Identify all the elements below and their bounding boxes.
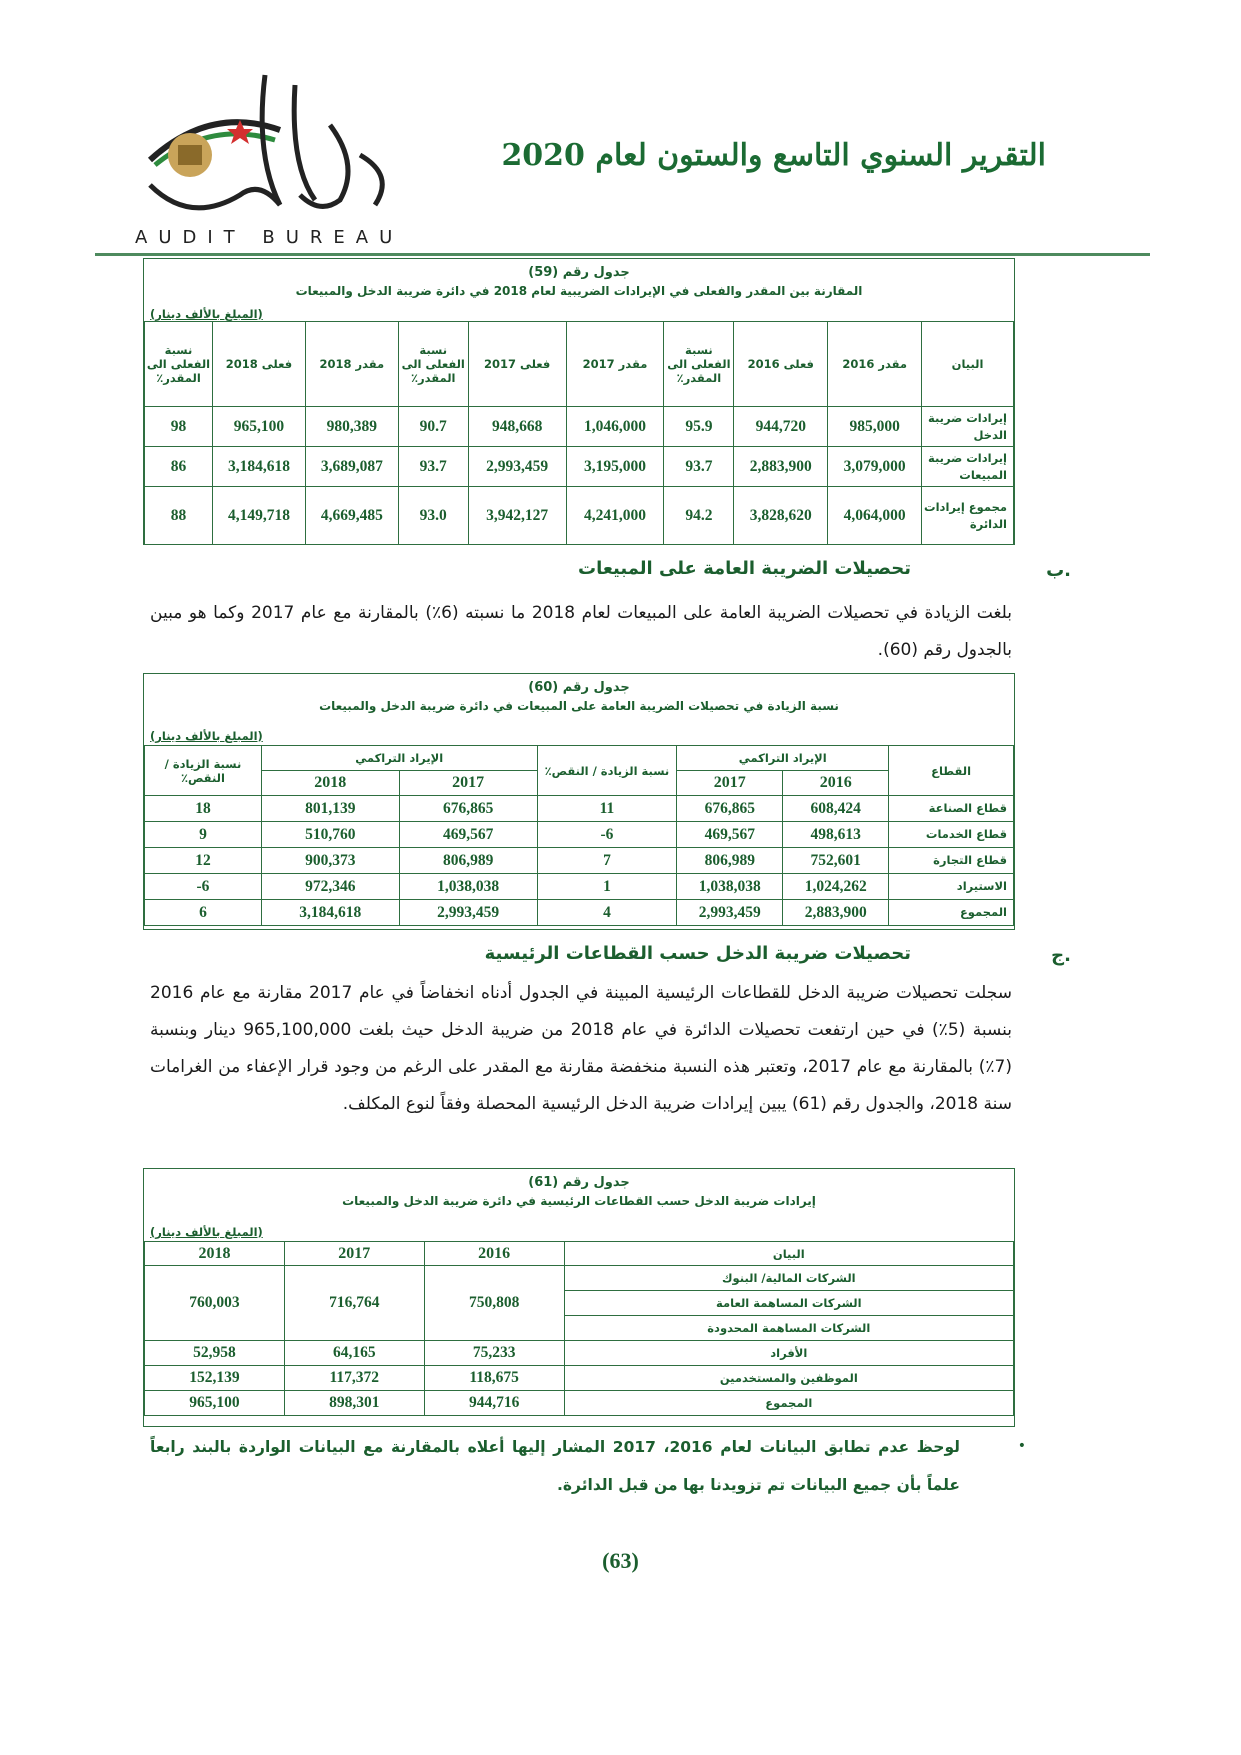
cell: 900,373 bbox=[261, 848, 399, 874]
cell: 2,883,900 bbox=[734, 447, 828, 487]
cell: 18 bbox=[145, 796, 262, 822]
cell: 980,389 bbox=[305, 407, 398, 447]
cell: 972,346 bbox=[261, 874, 399, 900]
cell: 965,100 bbox=[213, 407, 306, 447]
row-label: المجموع bbox=[889, 900, 1014, 926]
table-60 bbox=[143, 673, 1015, 930]
section-b-heading: تحصيلات الضريبة العامة على المبيعات bbox=[578, 558, 911, 579]
cell: 7 bbox=[537, 848, 677, 874]
cell: 498,613 bbox=[783, 822, 889, 848]
cell: 11 bbox=[537, 796, 677, 822]
cell: 64,165 bbox=[284, 1341, 424, 1366]
cell: 6- bbox=[537, 822, 677, 848]
row-label: المجموع bbox=[564, 1391, 1013, 1416]
row-label: الشركات المساهمة المحدودة bbox=[564, 1316, 1013, 1341]
table-row bbox=[145, 1266, 1014, 1291]
table-60-grid bbox=[144, 745, 1014, 926]
table-row-total bbox=[145, 487, 1014, 545]
header-est-2016: مقدر 2016 bbox=[828, 322, 922, 407]
table-row bbox=[145, 1366, 1014, 1391]
cell: 2,993,459 bbox=[399, 900, 537, 926]
cell: 86 bbox=[145, 447, 213, 487]
cell: 1,038,038 bbox=[399, 874, 537, 900]
header-act-2018: فعلى 2018 bbox=[213, 322, 306, 407]
cell: 944,716 bbox=[424, 1391, 564, 1416]
table-number: جدول رقم (60) bbox=[528, 680, 630, 695]
cell: 716,764 bbox=[284, 1266, 424, 1341]
header-est-2017: مقدر 2017 bbox=[566, 322, 664, 407]
header-ratio-2017: نسبة الفعلى الى المقدر٪ bbox=[398, 322, 468, 407]
cell: 93.0 bbox=[398, 487, 468, 545]
row-label: مجموع إيرادات الدائرة bbox=[922, 487, 1014, 545]
header-act-2016: فعلى 2016 bbox=[734, 322, 828, 407]
cell: 3,184,618 bbox=[261, 900, 399, 926]
table-unit: (المبلغ بالألف دينار) bbox=[150, 307, 263, 321]
table-title: نسبة الزيادة في تحصيلات الضريبة العامة على المبيعات في دائرة ضريبة الدخل والمبيعات bbox=[319, 699, 839, 713]
header-2018: 2018 bbox=[261, 771, 399, 796]
cell: 93.7 bbox=[398, 447, 468, 487]
table-number: جدول رقم (59) bbox=[528, 265, 630, 280]
table-row bbox=[145, 874, 1014, 900]
header-divider bbox=[95, 253, 1150, 256]
table-row-total bbox=[145, 900, 1014, 926]
table-number: جدول رقم (61) bbox=[528, 1175, 630, 1190]
header-2017: 2017 bbox=[399, 771, 537, 796]
section-c-paragraph: سجلت تحصيلات ضريبة الدخل للقطاعات الرئيسية المبينة في الجدول أدناه انخفاضاً في عام 2017 مقارنة مع عام 2016 بنسبة (5٪) في حين ارتفعت تحصيلات الدائرة في عام 2018 من ضريبة الدخل حيث بلغت 965,100,000 دينار وبنسبة (7٪) بالمقارنة مع عام 2017، وتعتبر هذه النسبة منخفضة مقارنة مع المقدر على الرغم من وجود قرار الإعفاء من الغرامات سنة 2018، والجدول رقم (61) يبين إيرادات ضريبة الدخل الرئيسية المحصلة وفقاً لنوع المكلف. bbox=[150, 983, 1013, 1114]
cell: 676,865 bbox=[399, 796, 537, 822]
cell: 117,372 bbox=[284, 1366, 424, 1391]
audit-bureau-logo bbox=[130, 65, 420, 250]
cell: 4,064,000 bbox=[828, 487, 922, 545]
cell: 1,038,038 bbox=[677, 874, 783, 900]
cell: 75,233 bbox=[424, 1341, 564, 1366]
logo-calligraphy-icon bbox=[130, 65, 420, 235]
cell: 965,100 bbox=[145, 1391, 285, 1416]
cell: 944,720 bbox=[734, 407, 828, 447]
table-59-grid bbox=[144, 321, 1014, 545]
row-label: الأفراد bbox=[564, 1341, 1013, 1366]
cell: 1 bbox=[537, 874, 677, 900]
cell: 469,567 bbox=[399, 822, 537, 848]
table-row bbox=[145, 407, 1014, 447]
cell: 6- bbox=[145, 874, 262, 900]
cell: 98 bbox=[145, 407, 213, 447]
header-2016: 2016 bbox=[783, 771, 889, 796]
table-row bbox=[145, 822, 1014, 848]
cell: 948,668 bbox=[468, 407, 566, 447]
cell: 4,669,485 bbox=[305, 487, 398, 545]
cell: 801,139 bbox=[261, 796, 399, 822]
header-item: البيان bbox=[922, 322, 1014, 407]
bullet-icon: • bbox=[1017, 1438, 1026, 1454]
table-row-total bbox=[145, 1391, 1014, 1416]
cell: 94.2 bbox=[664, 487, 734, 545]
cell: 3,828,620 bbox=[734, 487, 828, 545]
header-2017: 2017 bbox=[677, 771, 783, 796]
table-unit: (المبلغ بالألف دينار) bbox=[150, 729, 263, 743]
cell: 6 bbox=[145, 900, 262, 926]
header-change: نسبة الزيادة / النقص٪ bbox=[537, 746, 677, 796]
row-label: إيرادات ضريبة الدخل bbox=[922, 407, 1014, 447]
table-header-row bbox=[145, 1242, 1014, 1266]
table-row bbox=[145, 1341, 1014, 1366]
table-59 bbox=[143, 258, 1015, 545]
table-unit: (المبلغ بالألف دينار) bbox=[150, 1225, 263, 1239]
page-number: (63) bbox=[602, 1548, 639, 1573]
header-item: البيان bbox=[564, 1242, 1013, 1266]
cell: 985,000 bbox=[828, 407, 922, 447]
row-label: الاستيراد bbox=[889, 874, 1014, 900]
cell: 1,046,000 bbox=[566, 407, 664, 447]
cell: 88 bbox=[145, 487, 213, 545]
section-b-paragraph: بلغت الزيادة في تحصيلات الضريبة العامة على المبيعات لعام 2018 ما نسبته (6٪) بالمقارنة مع عام 2017 وكما هو مبين بالجدول رقم (60). bbox=[150, 603, 1013, 660]
table-header-row bbox=[145, 322, 1014, 407]
cell: 752,601 bbox=[783, 848, 889, 874]
header-act-2017: فعلى 2017 bbox=[468, 322, 566, 407]
cell: 3,184,618 bbox=[213, 447, 306, 487]
header-2017: 2017 bbox=[284, 1242, 424, 1266]
cell: 52,958 bbox=[145, 1341, 285, 1366]
header-2016: 2016 bbox=[424, 1242, 564, 1266]
header-change: نسبة الزيادة / النقص٪ bbox=[145, 746, 262, 796]
header-2018: 2018 bbox=[145, 1242, 285, 1266]
cell: 806,989 bbox=[399, 848, 537, 874]
cell: 9 bbox=[145, 822, 262, 848]
cell: 2,993,459 bbox=[677, 900, 783, 926]
table-title: المقارنة بين المقدر والفعلى في الإيرادات الضريبية لعام 2018 في دائرة ضريبة الدخل والمبيعات bbox=[295, 284, 863, 298]
row-label: قطاع الخدمات bbox=[889, 822, 1014, 848]
row-label: قطاع التجارة bbox=[889, 848, 1014, 874]
cell: 93.7 bbox=[664, 447, 734, 487]
table-header-row bbox=[145, 746, 1014, 771]
header-ratio-2016: نسبة الفعلى الى المقدر٪ bbox=[664, 322, 734, 407]
report-title: التقرير السنوي التاسع والستون لعام 2020 bbox=[501, 138, 1046, 173]
cell: 118,675 bbox=[424, 1366, 564, 1391]
cell: 676,865 bbox=[677, 796, 783, 822]
cell: 152,139 bbox=[145, 1366, 285, 1391]
table-61 bbox=[143, 1168, 1015, 1427]
table-61-grid bbox=[144, 1241, 1014, 1416]
cell: 2,883,900 bbox=[783, 900, 889, 926]
table-row bbox=[145, 796, 1014, 822]
row-label: الموظفين والمستخدمين bbox=[564, 1366, 1013, 1391]
cell: 3,689,087 bbox=[305, 447, 398, 487]
cell: 608,424 bbox=[783, 796, 889, 822]
cell: 806,989 bbox=[677, 848, 783, 874]
cell: 4,241,000 bbox=[566, 487, 664, 545]
table-row bbox=[145, 848, 1014, 874]
header-sector: القطاع bbox=[889, 746, 1014, 796]
header-cumulative: الإيراد التراكمي bbox=[677, 746, 889, 771]
data-mismatch-note: لوحظ عدم تطابق البيانات لعام 2016، 2017 المشار إليها أعلاه بالمقارنة مع البيانات الواردة بالبند رابعاً علماً بأن جميع البيانات تم تزويدنا بها من قبل الدائرة. bbox=[150, 1438, 960, 1494]
cell: 898,301 bbox=[284, 1391, 424, 1416]
page-header bbox=[0, 0, 1241, 258]
row-label: إيرادات ضريبة المبيعات bbox=[922, 447, 1014, 487]
cell: 760,003 bbox=[145, 1266, 285, 1341]
row-label: قطاع الصناعة bbox=[889, 796, 1014, 822]
cell: 4 bbox=[537, 900, 677, 926]
header-ratio-2018: نسبة الفعلى الى المقدر٪ bbox=[145, 322, 213, 407]
cell: 3,079,000 bbox=[828, 447, 922, 487]
table-title: إيرادات ضريبة الدخل حسب القطاعات الرئيسية في دائرة ضريبة الدخل والمبيعات bbox=[342, 1194, 816, 1208]
cell: 469,567 bbox=[677, 822, 783, 848]
row-label: الشركات المساهمة العامة bbox=[564, 1291, 1013, 1316]
cell: 3,942,127 bbox=[468, 487, 566, 545]
cell: 1,024,262 bbox=[783, 874, 889, 900]
cell: 750,808 bbox=[424, 1266, 564, 1341]
cell: 2,993,459 bbox=[468, 447, 566, 487]
cell: 3,195,000 bbox=[566, 447, 664, 487]
cell: 510,760 bbox=[261, 822, 399, 848]
cell: 90.7 bbox=[398, 407, 468, 447]
cell: 12 bbox=[145, 848, 262, 874]
header-est-2018: مقدر 2018 bbox=[305, 322, 398, 407]
section-c-letter: ج. bbox=[1051, 945, 1071, 966]
logo-brand-text: AUDIT BUREAU bbox=[135, 227, 404, 248]
section-b-letter: ب. bbox=[1046, 560, 1071, 581]
section-c-heading: تحصيلات ضريبة الدخل حسب القطاعات الرئيسية bbox=[484, 943, 911, 964]
header-cumulative: الإيراد التراكمي bbox=[261, 746, 537, 771]
cell: 4,149,718 bbox=[213, 487, 306, 545]
table-row bbox=[145, 447, 1014, 487]
cell: 95.9 bbox=[664, 407, 734, 447]
row-label: الشركات المالية/ البنوك bbox=[564, 1266, 1013, 1291]
